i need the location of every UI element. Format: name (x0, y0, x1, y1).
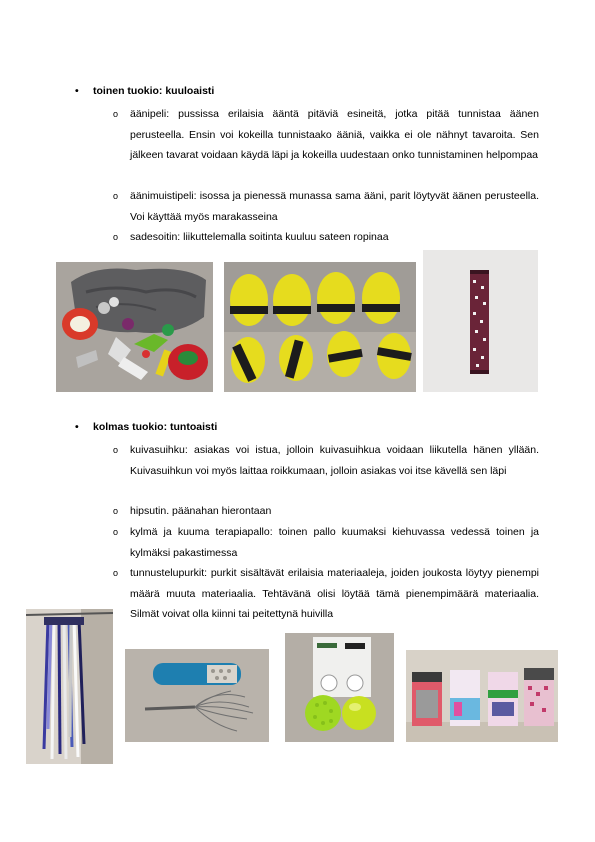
photo-therapy-balls (285, 633, 394, 742)
photo-sound-objects (56, 262, 213, 392)
sub-bullet: o (113, 232, 119, 242)
list-item: o kylmä ja kuuma terapiapallo: toinen pallo kuumaksi kiehuvassa vedessä toinen ja kylmäksi pakastimessa (113, 522, 539, 563)
sub-bullet: o (113, 568, 119, 578)
bullet: • (75, 85, 79, 97)
photo-feeling-jars (406, 650, 558, 742)
sub-bullet: o (113, 506, 119, 516)
photo-rain-stick (423, 250, 538, 392)
photo-dry-shower (26, 609, 113, 764)
list-item: o hipsutin. päänahan hierontaan (113, 501, 539, 522)
sub-bullet: o (113, 109, 119, 119)
sub-bullet: o (113, 191, 119, 201)
sub-bullet: o (113, 445, 119, 455)
list-item: o sadesoitin: liikuttelemalla soitinta kuuluu sateen ropinaa (113, 227, 539, 248)
bullet: • (75, 421, 79, 433)
sub-bullet: o (113, 527, 119, 537)
photo-head-massager (125, 649, 269, 742)
list-item: o äänimuistipeli: isossa ja pienessä munassa sama ääni, parit löytyvät äänen perusteella. Voi käyttää myös marakasseina (113, 186, 539, 227)
list-item: o tunnustelupurkit: purkit sisältävät erilaisia materiaaleja, joiden joukosta löytyy pienempi määrä muuta materiaalia. Tehtävänä olisi löytää tämä pienempimäärä materiaalia. Silmät voivat olla kiinni tai peitettynä huivilla (113, 563, 539, 625)
list-item: o äänipeli: pussissa erilaisia ääntä pitäviä esineitä, jotka pitää tunnistaa äänen perusteella. Ensin voi kokeilla tunnistaako ääniä, vaikka ei ole nähnyt tavaroita. Sen jälkeen tavarat voidaan käydä läpi ja kokeilla uudestaan onko tunnistaminen helpompaa (113, 104, 539, 166)
photo-sound-eggs (224, 262, 416, 392)
list-item: o kuivasuihku: asiakas voi istua, jolloin kuivasuihkua voidaan liikutella hänen yllään. Kuivasuihkun voi myös laittaa roikkumaan, jolloin asiakas voi itse kävellä sen läpi (113, 440, 539, 481)
